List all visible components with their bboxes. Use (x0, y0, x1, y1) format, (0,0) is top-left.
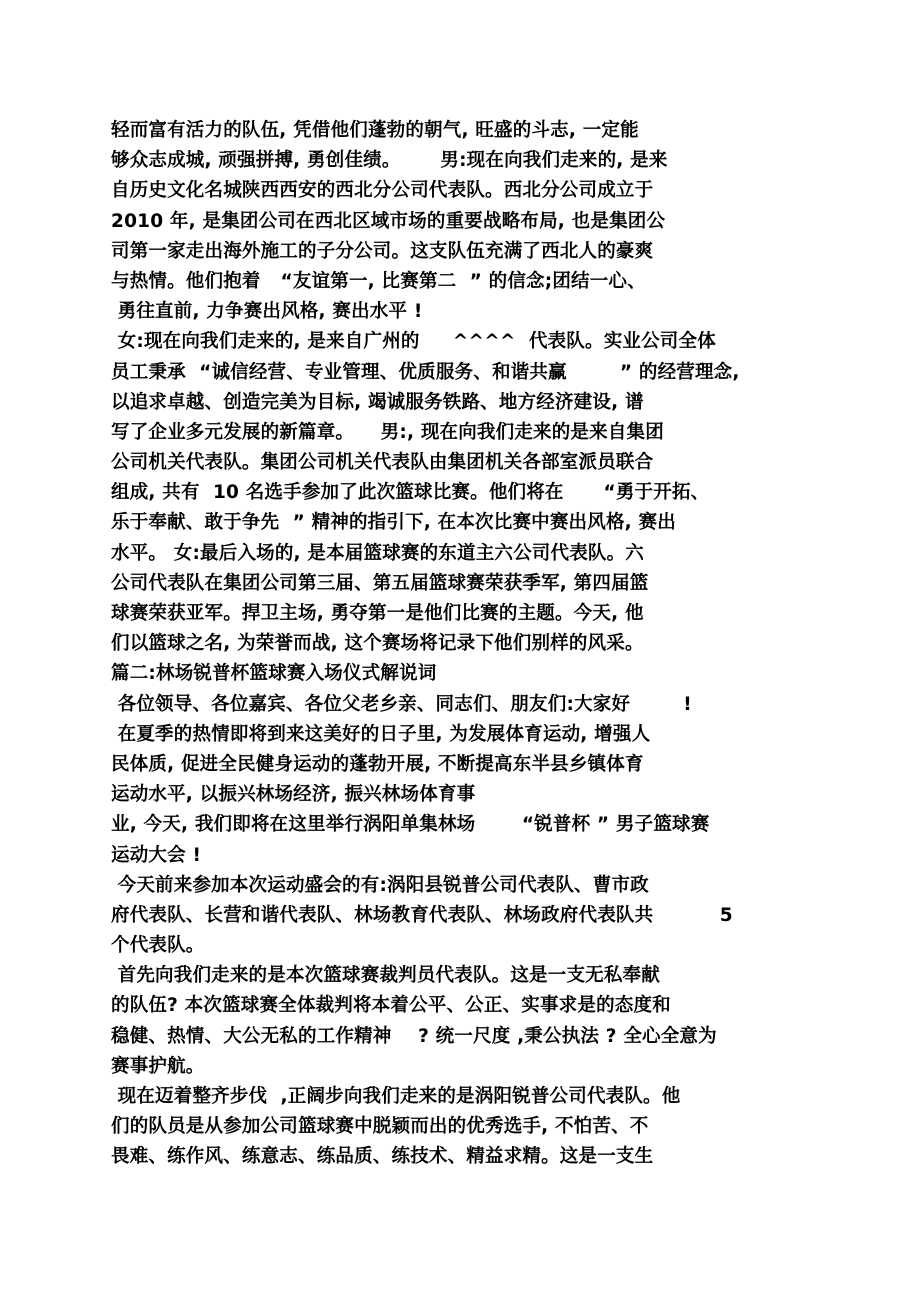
text-line: 写了企业多元发展的新篇章。 男:, 现在向我们走来的是来自集团 (111, 421, 664, 443)
text-line: 勇往直前, 力争赛出风格, 赛出水平 ! (111, 301, 423, 323)
text-line: 的队伍? 本次篮球赛全体裁判将本着公平、公正、实事求是的态度和 (111, 995, 671, 1017)
text-line: 运动大会 ! (111, 844, 202, 866)
text-line: 自历史文化名城陕西西安的西北分公司代表队。西北分公司成立于 (111, 180, 654, 202)
text-line: 在夏季的热情即将到来这美好的日子里, 为发展体育运动, 增强人 (111, 723, 651, 745)
text-line: 个代表队。 (111, 935, 205, 957)
text-line: 业, 今天, 我们即将在这里举行涡阳单集林场 “锐普杯 ” 男子篮球赛 (111, 814, 710, 836)
text-line: 与热情。他们抱着 “友谊第一, 比赛第二 ” 的信念;团结一心、 (111, 270, 646, 292)
text-line: 球赛荣获亚军。捍卫主场, 勇夺第一是他们比赛的主题。今天, 他 (111, 603, 644, 624)
text-line: 公司代表队在集团公司第三届、第五届篮球赛荣获季军, 第四届篮 (111, 572, 649, 594)
text-line: 首先向我们走来的是本次篮球赛裁判员代表队。这是一支无私奉献 (111, 965, 660, 987)
text-line: 府代表队、长营和谐代表队、林场教育代表队、林场政府代表队共 5 (111, 904, 733, 926)
text-line: 轻而富有活力的队伍, 凭借他们蓬勃的朝气, 旺盛的斗志, 一定能 (111, 120, 639, 141)
text-line: 以追求卓越、创造完美为目标, 竭诚服务铁路、地方经济建设, 谱 (111, 391, 644, 413)
text-line: 民体质, 促进全民健身运动的蓬勃开展, 不断提高东半县乡镇体育 (111, 753, 644, 775)
text-line: 司第一家走出海外施工的子分公司。这支队伍充满了西北人的豪爽 (111, 240, 654, 262)
text-line: 今天前来参加本次运动盛会的有:涡阳县锐普公司代表队、曹市政 (111, 874, 649, 896)
text-line: 2010 年, 是集团公司在西北区域市场的重要战略布局, 也是集团公 (111, 210, 666, 232)
text-line: 运动水平, 以振兴林场经济, 振兴林场体育事 (111, 784, 476, 806)
text-line: 们的队员是从参加公司篮球赛中脱颖而出的优秀选手, 不怕苦、不 (111, 1116, 649, 1138)
section-heading: 篇二:林场锐普杯篮球赛入场仪式解说词 (111, 663, 437, 685)
text-line: 公司机关代表队。集团公司机关代表队由集团机关各部室派员联合 (111, 452, 654, 474)
text-line: 够众志成城, 顽强拼搏, 勇创佳绩。 男:现在向我们走来的, 是来 (111, 150, 668, 172)
text-line: 员工秉承 “诚信经营、专业管理、优质服务、和谐共赢 ” 的经营理念, (111, 361, 740, 383)
text-line: 水平。 女:最后入场的, 是本届篮球赛的东道主六公司代表队。六 (111, 542, 645, 564)
text-line: 畏难、练作风、练意志、练品质、练技术、精益求精。这是一支生 (111, 1146, 654, 1168)
text-line: 组成, 共有 10 名选手参加了此次篮球比赛。他们将在 “勇于开拓、 (111, 482, 710, 504)
text-line: 赛事护航。 (111, 1055, 205, 1077)
text-line: 各位领导、各位嘉宾、各位父老乡亲、同志们、朋友们:大家好 ! (111, 693, 692, 715)
document-body (111, 116, 801, 1173)
text-line: 现在迈着整齐步伐 ,正阔步向我们走来的是涡阳锐普公司代表队。他 (111, 1086, 681, 1107)
text-line: 乐于奉献、敢于争先 ” 精神的指引下, 在本次比赛中赛出风格, 赛出 (111, 512, 676, 534)
text-line: 们以篮球之名, 为荣誉而战, 这个赛场将记录下他们别样的风采。 (111, 633, 644, 655)
text-line: 女:现在向我们走来的, 是来自广州的 ^^^^ 代表队。实业公司全体 (111, 331, 716, 353)
text-line: 稳健、热情、大公无私的工作精神 ? 统一尺度 ,秉公执法 ? 全心全意为 (111, 1025, 717, 1047)
